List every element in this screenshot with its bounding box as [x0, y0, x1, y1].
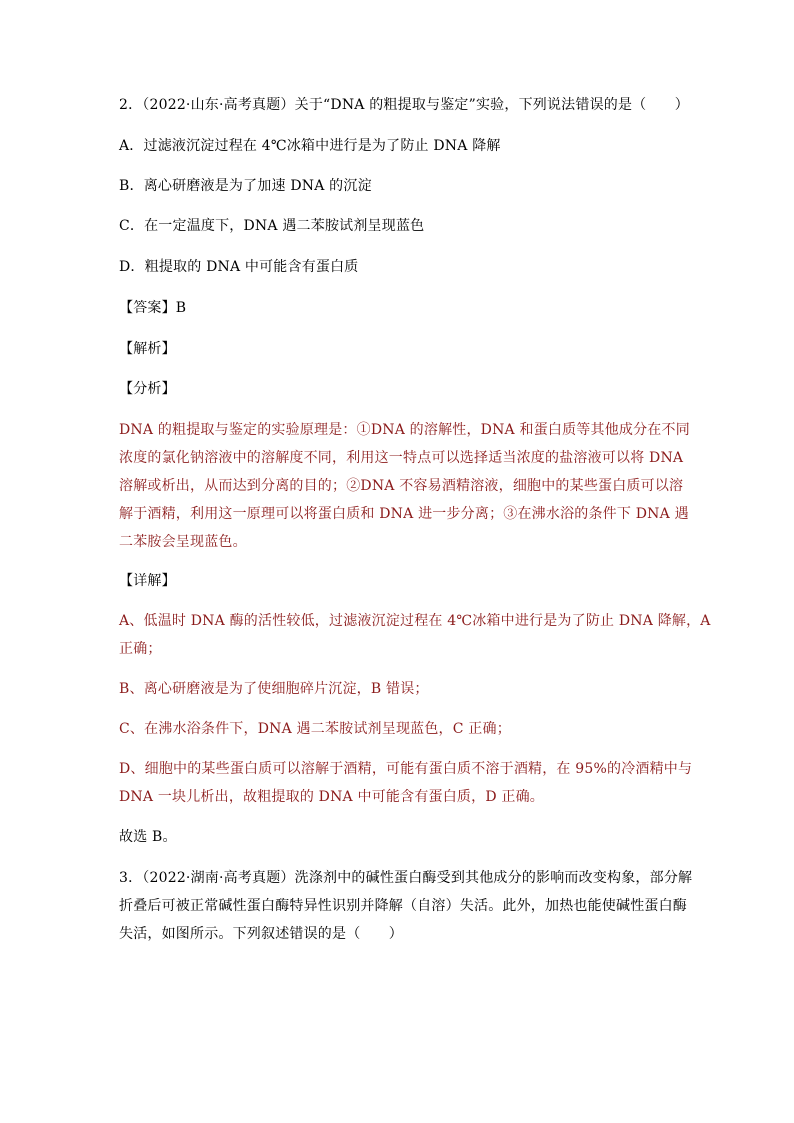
detail-c: C、在沸水浴条件下，DNA 遇二苯胺试剂呈现蓝色，C 正确；	[119, 721, 511, 737]
question-2-stem: 2．（2022·山东·高考真题）关于“DNA 的粗提取与鉴定”实验，下列说法错误的是（ ）	[119, 97, 689, 113]
option-b: B．离心研磨液是为了加速 DNA 的沉淀	[119, 178, 372, 194]
fenxi-line: 二苯胺会呈现蓝色。	[119, 534, 247, 550]
detail-a-line: A、低温时 DNA 酶的活性较低，过滤液沉淀过程在 4℃冰箱中进行是为了防止 DNA 降解，A	[119, 613, 711, 629]
answer-label: 【答案】B	[119, 300, 187, 316]
question-3-stem-line: 失活，如图所示。下列叙述错误的是（ ）	[119, 926, 403, 942]
fenxi-line: DNA 的粗提取与鉴定的实验原理是：①DNA 的溶解性，DNA 和蛋白质等其他成分在不同	[119, 422, 690, 438]
question-3-stem-line: 折叠后可被正常碱性蛋白酶特异性识别并降解（自溶）失活。此外，加热也能使碱性蛋白酶	[119, 898, 687, 914]
question-3-stem-line: 3．（2022·湖南·高考真题）洗涤剂中的碱性蛋白酶受到其他成分的影响而改变构象，部分解	[119, 870, 693, 886]
option-d: D．粗提取的 DNA 中可能含有蛋白质	[119, 259, 359, 275]
conclusion: 故选 B。	[119, 829, 177, 845]
option-a: A．过滤液沉淀过程在 4℃冰箱中进行是为了防止 DNA 降解	[119, 138, 501, 154]
option-c: C．在一定温度下，DNA 遇二苯胺试剂呈现蓝色	[119, 218, 425, 234]
analysis-label: 【解析】	[119, 341, 176, 357]
detail-label: 【详解】	[119, 573, 176, 589]
detail-b: B、离心研磨液是为了使细胞碎片沉淀，B 错误；	[119, 681, 429, 697]
fenxi-line: 解于酒精，利用这一原理可以将蛋白质和 DNA 进一步分离；③在沸水浴的条件下 DNA 遇	[119, 506, 689, 522]
fenxi-label: 【分析】	[119, 381, 176, 397]
detail-d-line: DNA 一块儿析出，故粗提取的 DNA 中可能含有蛋白质，D 正确。	[119, 789, 544, 805]
fenxi-line: 浓度的氯化钠溶液中的溶解度不同，利用这一特点可以选择适当浓度的盐溶液可以将 DNA	[119, 450, 684, 466]
fenxi-line: 溶解或析出，从而达到分离的目的；②DNA 不容易酒精溶液，细胞中的某些蛋白质可以溶	[119, 478, 684, 494]
detail-a-line: 正确；	[119, 641, 162, 657]
detail-d-line: D、细胞中的某些蛋白质可以溶解于酒精，可能有蛋白质不溶于酒精，在 95%的冷酒精中与	[119, 761, 693, 777]
